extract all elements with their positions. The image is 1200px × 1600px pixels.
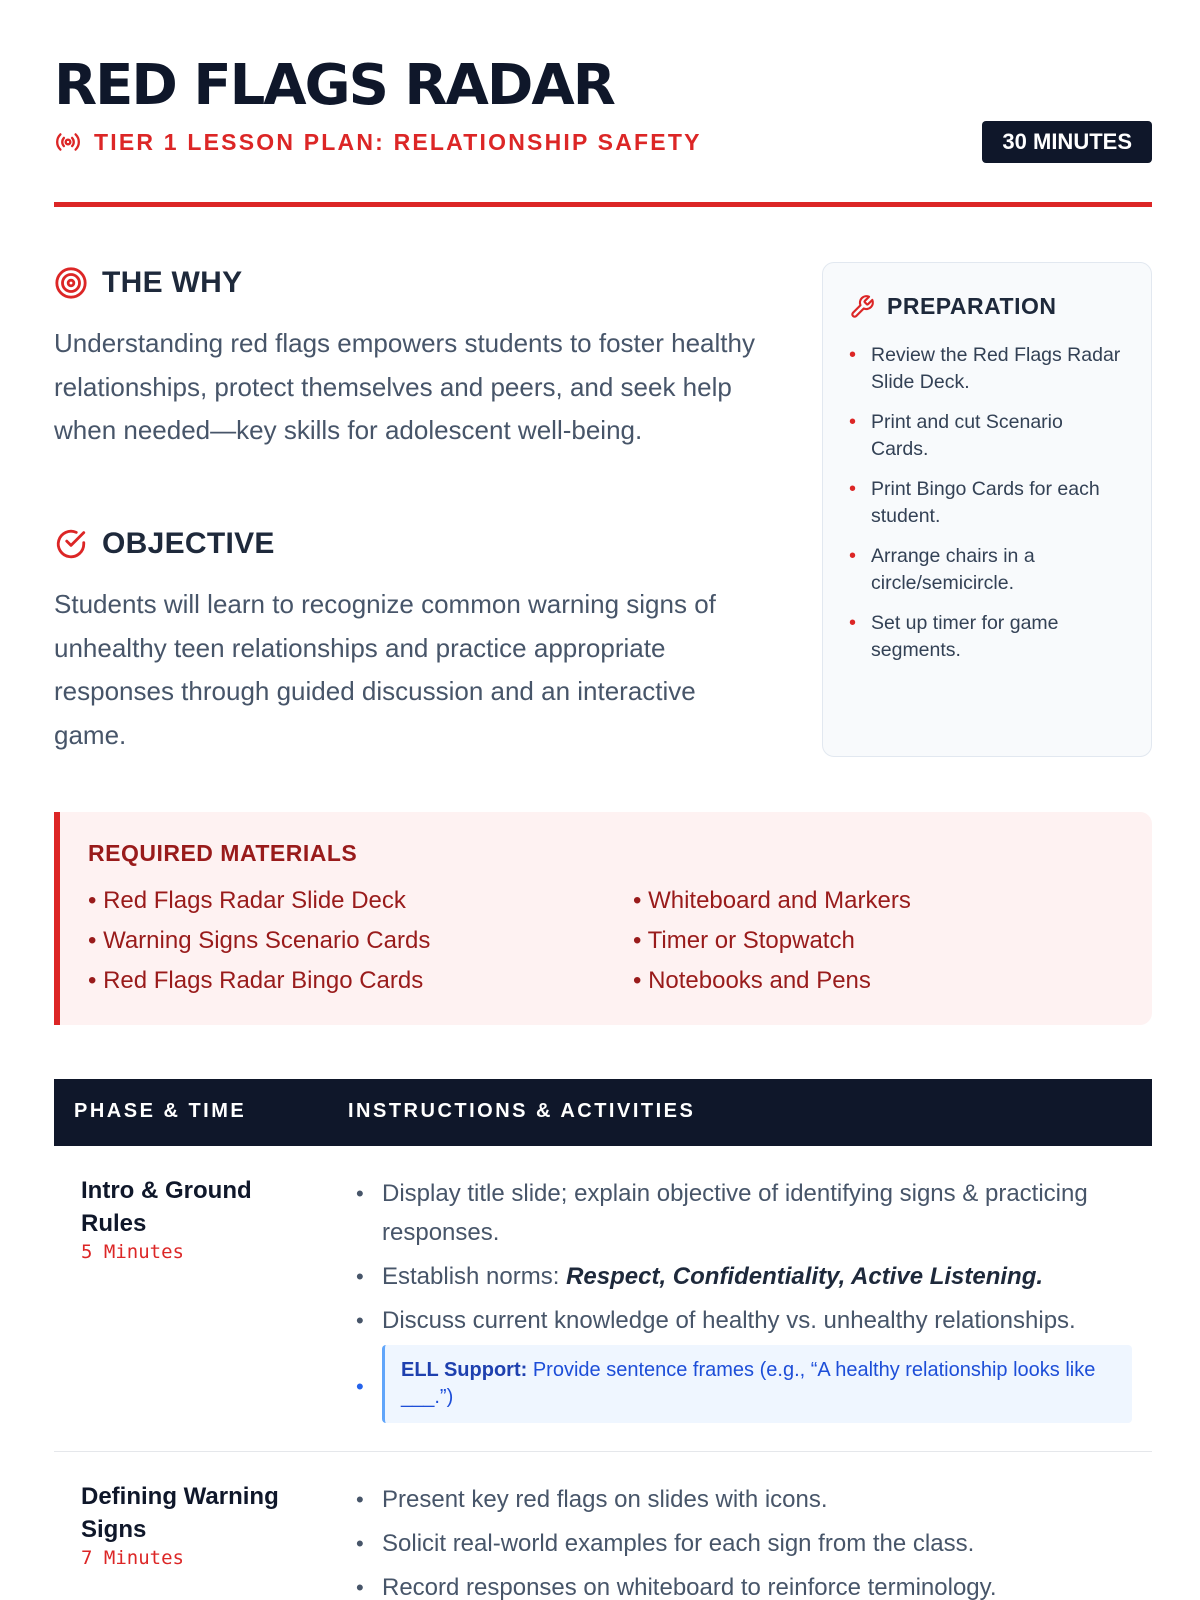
phase-time: 7 Minutes	[81, 1547, 184, 1569]
objective-heading-text: OBJECTIVE	[102, 527, 275, 560]
preparation-item: • Print and cut Scenario Cards.	[849, 409, 1125, 463]
target-icon	[54, 266, 88, 300]
preparation-item: • Review the Red Flags Radar Slide Deck.	[849, 342, 1125, 396]
activity-item-ell	[352, 1345, 1132, 1423]
lesson-subtitle	[54, 128, 702, 156]
header-divider	[54, 202, 1152, 207]
broadcast-icon	[54, 128, 82, 156]
activity-item: • Display title slide; explain objective of identifying signs & practicing responses.	[352, 1174, 1132, 1252]
activity-list	[352, 1174, 1132, 1428]
preparation-list	[849, 342, 1125, 664]
check-circle-icon	[54, 527, 88, 561]
column-header-phase: PHASE & TIME	[74, 1100, 247, 1122]
preparation-card	[822, 262, 1152, 757]
activity-list	[352, 1480, 1132, 1600]
ell-label: ELL Support:	[401, 1359, 528, 1381]
material-item: • Red Flags Radar Bingo Cards	[88, 967, 424, 994]
wrench-icon	[849, 294, 875, 320]
materials-heading: REQUIRED MATERIALS	[88, 840, 358, 866]
norms-emphasis: Respect, Confidentiality, Active Listening.	[566, 1263, 1044, 1290]
phase-cell	[81, 1480, 301, 1570]
preparation-heading	[849, 293, 1125, 320]
table-header	[54, 1079, 1152, 1146]
activity-item: • Record responses on whiteboard to reinforce terminology.	[352, 1568, 1132, 1600]
objective-heading	[54, 527, 275, 561]
why-text: Understanding red flags empowers students to foster healthy relationships, protect themselves and peers, and seek help when needed—key skills for adolescent well-being.	[54, 328, 755, 445]
phase-time: 5 Minutes	[81, 1241, 184, 1263]
phase-name: Intro & Ground Rules	[81, 1177, 252, 1237]
material-item: • Red Flags Radar Slide Deck	[88, 887, 406, 914]
phase-name: Defining Warning Signs	[81, 1483, 279, 1543]
activity-item: • Discuss current knowledge of healthy vs. unhealthy relationships.	[352, 1301, 1132, 1340]
activity-item: • Present key red flags on slides with icons.	[352, 1480, 1132, 1519]
why-heading	[54, 266, 242, 300]
activity-text: Establish norms:	[382, 1263, 567, 1290]
materials-panel	[54, 812, 1152, 1025]
duration-badge: 30 MINUTES	[982, 121, 1152, 163]
activity-item: • Solicit real-world examples for each sign from the class.	[352, 1524, 1132, 1563]
material-item: • Whiteboard and Markers	[633, 887, 911, 914]
page-title: RED FLAGS RADAR	[54, 53, 614, 118]
materials-list	[88, 881, 1124, 1001]
column-header-activities: INSTRUCTIONS & ACTIVITIES	[348, 1100, 696, 1122]
activity-item	[352, 1257, 1132, 1296]
ell-support-callout	[382, 1345, 1132, 1423]
material-item: • Timer or Stopwatch	[633, 927, 855, 954]
preparation-item: • Set up timer for game segments.	[849, 610, 1125, 664]
phase-cell	[81, 1174, 301, 1264]
table-row	[54, 1452, 1152, 1600]
material-item: • Notebooks and Pens	[633, 967, 871, 994]
material-item: • Warning Signs Scenario Cards	[88, 927, 431, 954]
objective-text: Students will learn to recognize common warning signs of unhealthy teen relationships and practice appropriate responses through guided discussion and an interactive game.	[54, 589, 716, 750]
preparation-heading-text: PREPARATION	[887, 293, 1057, 319]
table-row	[54, 1146, 1152, 1452]
ell-text: Provide sentence frames (e.g., “A healthy relationship looks like ___.”)	[401, 1359, 1096, 1408]
why-heading-text: THE WHY	[102, 266, 243, 299]
subtitle-text: TIER 1 LESSON PLAN: RELATIONSHIP SAFETY	[94, 128, 702, 155]
preparation-item: • Print Bingo Cards for each student.	[849, 476, 1125, 530]
preparation-item: • Arrange chairs in a circle/semicircle.	[849, 543, 1125, 597]
